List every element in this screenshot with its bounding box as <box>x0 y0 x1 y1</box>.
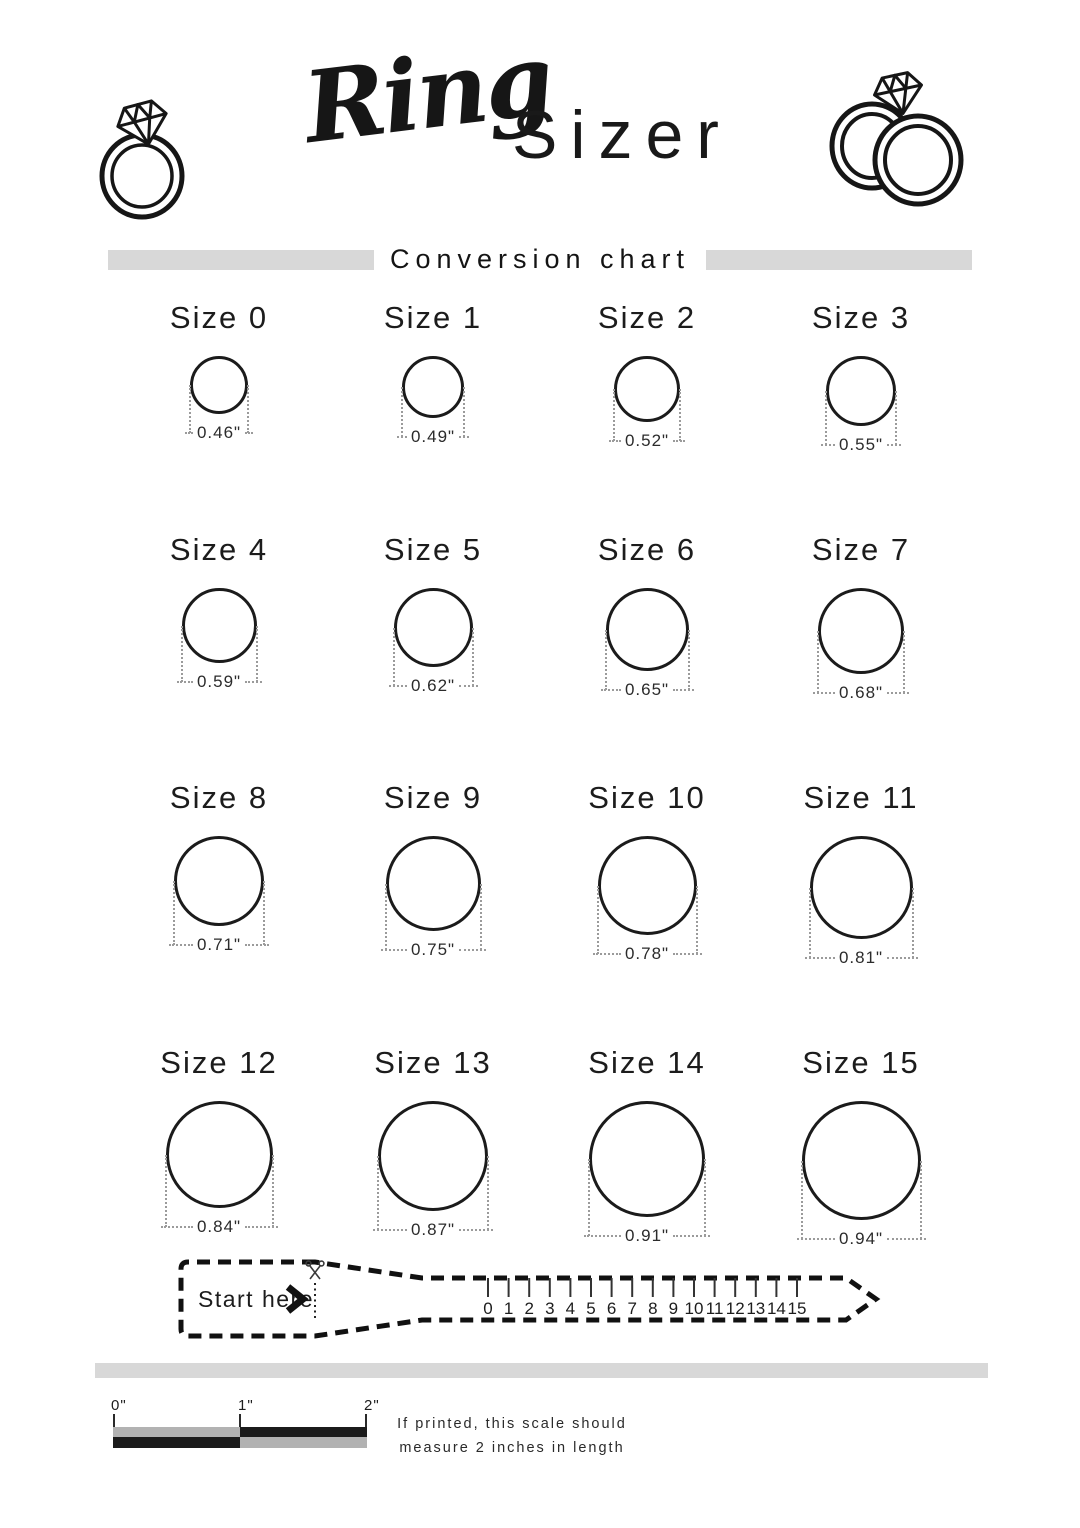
size-label: Size 14 <box>588 1045 706 1080</box>
measure-bracket <box>189 385 249 433</box>
size-diagram <box>598 836 697 973</box>
subtitle: Conversion chart <box>389 244 691 274</box>
ring-size-cell <box>112 300 326 464</box>
strip-tick-label: 8 <box>648 1299 658 1318</box>
ruler-seg-top-left <box>113 1427 240 1437</box>
strip-tick-label: 13 <box>746 1299 766 1318</box>
diameter-label: 0.59" <box>196 672 242 691</box>
size-label: Size 3 <box>811 300 911 335</box>
size-label: Size 6 <box>597 532 697 567</box>
size-diagram <box>394 588 473 705</box>
size-diagram <box>810 836 913 977</box>
size-label: Size 5 <box>383 532 483 567</box>
size-label: Size 12 <box>160 1045 278 1080</box>
strip-tick-label: 12 <box>725 1299 745 1318</box>
ruler-seg-top-right <box>240 1427 367 1437</box>
double-rings-icon <box>818 58 970 208</box>
ring-size-cell <box>754 1045 968 1258</box>
size-diagram <box>606 588 689 709</box>
ring-size-cell <box>540 1045 754 1258</box>
diameter-label: 0.75" <box>410 940 456 959</box>
scale-note-line2: measure 2 inches in length <box>399 1440 625 1456</box>
ruler-tick-1 <box>239 1414 241 1427</box>
size-label: Size 10 <box>588 780 706 815</box>
ruler-tick-0 <box>113 1414 115 1427</box>
diameter-label: 0.71" <box>196 935 242 954</box>
measure-bracket <box>613 389 681 441</box>
diamond-ring-icon <box>96 90 188 220</box>
size-label: Size 8 <box>169 780 269 815</box>
size-label: Size 9 <box>383 780 483 815</box>
strip-tick-label: 0 <box>483 1299 493 1318</box>
diameter-label: 0.84" <box>196 1217 242 1236</box>
size-label: Size 13 <box>374 1045 492 1080</box>
measure-bracket <box>605 630 690 691</box>
measure-bracket <box>801 1161 922 1240</box>
print-scale-ruler <box>111 1397 380 1449</box>
measure-bracket <box>817 631 905 693</box>
ruler-label-0: 0" <box>111 1397 127 1414</box>
strip-tick-label: 9 <box>668 1299 679 1318</box>
measure-bracket <box>173 881 265 945</box>
strip-tick-label: 6 <box>606 1299 617 1318</box>
strip-ticks <box>483 1278 806 1318</box>
strip-tick-label: 14 <box>766 1299 786 1318</box>
size-label: Size 1 <box>383 300 483 335</box>
diameter-label: 0.46" <box>196 423 242 442</box>
size-diagram <box>589 1101 705 1255</box>
size-grid <box>112 300 968 1326</box>
strip-start-label: Start here <box>198 1286 314 1312</box>
size-diagram <box>826 356 896 464</box>
size-diagram <box>166 1101 273 1246</box>
measure-bracket <box>377 1156 489 1230</box>
diameter-label: 0.87" <box>410 1220 456 1239</box>
diameter-label: 0.62" <box>410 676 456 695</box>
size-label: Size 15 <box>802 1045 920 1080</box>
strip-tick-label: 10 <box>684 1299 704 1318</box>
subtitle-bar-left <box>108 250 374 270</box>
page-title-plain: Sizer <box>512 97 732 173</box>
subtitle-row <box>108 244 972 275</box>
strip-tick-label: 5 <box>586 1299 596 1318</box>
ring-size-cell <box>754 780 968 977</box>
size-label: Size 2 <box>597 300 697 335</box>
ring-size-cell <box>326 780 540 977</box>
measure-bracket <box>809 888 914 959</box>
size-row <box>112 780 968 977</box>
diameter-label: 0.94" <box>838 1229 884 1248</box>
ring-size-cell <box>540 300 754 464</box>
diameter-label: 0.78" <box>624 944 670 963</box>
size-row <box>112 300 968 464</box>
ring-size-cell <box>754 300 968 464</box>
strip-tick-label: 15 <box>787 1299 807 1318</box>
measure-bracket <box>401 387 465 437</box>
size-diagram <box>182 588 257 701</box>
strip-tick-label: 7 <box>627 1299 637 1318</box>
measure-bracket <box>385 884 482 951</box>
ring-size-cell <box>540 532 754 712</box>
size-label: Size 11 <box>803 780 919 815</box>
ruler-seg-bottom-left <box>113 1437 240 1448</box>
size-label: Size 7 <box>811 532 911 567</box>
measure-bracket <box>588 1159 706 1236</box>
strip-tick-label: 4 <box>565 1299 576 1318</box>
size-row <box>112 1045 968 1258</box>
divider-bar <box>95 1363 988 1378</box>
ring-size-cell <box>326 1045 540 1258</box>
ruler-tick-2 <box>365 1414 367 1427</box>
strip-tick-label: 3 <box>545 1299 555 1318</box>
size-label: Size 0 <box>169 300 269 335</box>
diameter-label: 0.91" <box>624 1226 670 1245</box>
ruler-label-1: 1" <box>238 1397 254 1414</box>
diameter-label: 0.65" <box>624 680 670 699</box>
diameter-label: 0.68" <box>838 683 884 702</box>
size-diagram <box>190 356 248 452</box>
ring-sizer-strip <box>168 1246 888 1356</box>
ruler-seg-bottom-right <box>240 1437 367 1448</box>
ring-size-cell <box>326 300 540 464</box>
strip-tick-label: 11 <box>705 1299 724 1318</box>
diameter-label: 0.55" <box>838 435 884 454</box>
strip-tick-label: 2 <box>524 1299 534 1318</box>
measure-bracket <box>597 886 698 955</box>
ring-size-cell <box>540 780 754 977</box>
ring-size-cell <box>112 1045 326 1258</box>
scale-note-line1: If printed, this scale should <box>397 1416 627 1432</box>
strip-tick-label: 1 <box>503 1299 514 1318</box>
size-diagram <box>174 836 264 964</box>
size-diagram <box>614 356 680 460</box>
scale-note <box>378 1412 646 1460</box>
size-diagram <box>802 1101 921 1258</box>
diameter-label: 0.81" <box>838 948 884 967</box>
size-diagram <box>378 1101 488 1249</box>
ring-size-cell <box>112 532 326 712</box>
ring-size-cell <box>112 780 326 977</box>
ring-size-cell <box>326 532 540 712</box>
size-diagram <box>402 356 464 456</box>
size-diagram <box>386 836 481 969</box>
size-row <box>112 532 968 712</box>
ruler-label-2: 2" <box>364 1397 380 1414</box>
measure-bracket <box>181 626 258 683</box>
measure-bracket <box>165 1155 274 1228</box>
diameter-label: 0.52" <box>624 431 670 450</box>
measure-bracket <box>393 628 474 687</box>
measure-bracket <box>825 391 897 445</box>
size-label: Size 4 <box>169 532 269 567</box>
diameter-label: 0.49" <box>410 427 456 446</box>
size-diagram <box>818 588 904 712</box>
subtitle-bar-right <box>706 250 972 270</box>
ring-size-cell <box>754 532 968 712</box>
page-title-script: Ring <box>298 21 557 167</box>
